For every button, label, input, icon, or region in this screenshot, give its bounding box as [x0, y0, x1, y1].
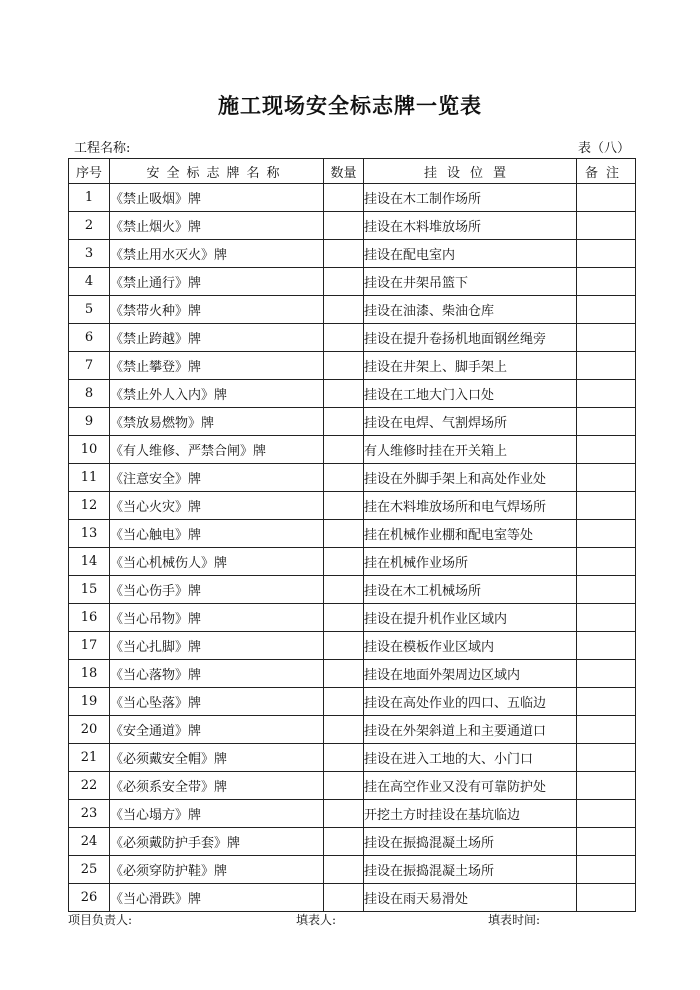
- cell-sign-name: 《当心落物》牌: [110, 660, 324, 688]
- cell-no: 14: [69, 548, 110, 576]
- cell-quantity: [324, 744, 364, 772]
- table-row: [69, 828, 636, 856]
- cell-quantity: [324, 604, 364, 632]
- table-row: [69, 380, 636, 408]
- cell-note: [577, 576, 636, 604]
- date-label: 填表时间:: [488, 913, 541, 927]
- table-row: [69, 800, 636, 828]
- cell-quantity: [324, 240, 364, 268]
- cell-sign-name: 《当心伤手》牌: [110, 576, 324, 604]
- cell-no: 7: [69, 352, 110, 380]
- cell-location: 挂设在振捣混凝土场所: [364, 856, 577, 884]
- cell-no: 1: [69, 184, 110, 212]
- cell-note: [577, 352, 636, 380]
- cell-location: 挂设在木工制作场所: [364, 184, 577, 212]
- col-header-qty: 数量: [324, 159, 364, 184]
- cell-sign-name: 《禁带火种》牌: [110, 296, 324, 324]
- cell-no: 19: [69, 688, 110, 716]
- cell-sign-name: 《当心机械伤人》牌: [110, 548, 324, 576]
- cell-location: 挂设在地面外架周边区域内: [364, 660, 577, 688]
- cell-location: 挂设在木工机械场所: [364, 576, 577, 604]
- cell-note: [577, 296, 636, 324]
- cell-location: 挂设在进入工地的大、小门口: [364, 744, 577, 772]
- table-row: [69, 688, 636, 716]
- table-row: [69, 520, 636, 548]
- table-row: [69, 576, 636, 604]
- cell-no: 17: [69, 632, 110, 660]
- cell-quantity: [324, 184, 364, 212]
- cell-sign-name: 《当心触电》牌: [110, 520, 324, 548]
- cell-note: [577, 716, 636, 744]
- table-row: [69, 408, 636, 436]
- cell-no: 6: [69, 324, 110, 352]
- cell-quantity: [324, 492, 364, 520]
- cell-note: [577, 856, 636, 884]
- cell-no: 8: [69, 380, 110, 408]
- cell-quantity: [324, 380, 364, 408]
- cell-quantity: [324, 464, 364, 492]
- cell-note: [577, 464, 636, 492]
- cell-sign-name: 《当心吊物》牌: [110, 604, 324, 632]
- cell-quantity: [324, 296, 364, 324]
- cell-no: 18: [69, 660, 110, 688]
- col-header-no: 序号: [69, 159, 110, 184]
- cell-sign-name: 《注意安全》牌: [110, 464, 324, 492]
- table-header-row: [69, 159, 636, 184]
- cell-no: 16: [69, 604, 110, 632]
- cell-no: 5: [69, 296, 110, 324]
- cell-no: 20: [69, 716, 110, 744]
- cell-location: 挂设在木料堆放场所: [364, 212, 577, 240]
- cell-no: 26: [69, 884, 110, 912]
- cell-no: 11: [69, 464, 110, 492]
- cell-location: 挂设在振捣混凝土场所: [364, 828, 577, 856]
- cell-note: [577, 632, 636, 660]
- cell-note: [577, 772, 636, 800]
- cell-no: 21: [69, 744, 110, 772]
- cell-no: 9: [69, 408, 110, 436]
- cell-quantity: [324, 520, 364, 548]
- page-title: 施工现场安全标志牌一览表: [218, 94, 482, 118]
- col-header-name: 安全标志牌名称: [110, 159, 324, 184]
- cell-location: 挂在高空作业又没有可靠防护处: [364, 772, 577, 800]
- table-row: [69, 296, 636, 324]
- cell-location: 挂设在外架斜道上和主要通道口: [364, 716, 577, 744]
- cell-note: [577, 492, 636, 520]
- table-row: [69, 212, 636, 240]
- cell-location: 挂设在工地大门入口处: [364, 380, 577, 408]
- cell-quantity: [324, 408, 364, 436]
- table-row: [69, 324, 636, 352]
- table-row: [69, 856, 636, 884]
- cell-sign-name: 《安全通道》牌: [110, 716, 324, 744]
- cell-quantity: [324, 660, 364, 688]
- col-header-note: 备注: [577, 159, 636, 184]
- cell-quantity: [324, 576, 364, 604]
- cell-location: 挂设在井架吊篮下: [364, 268, 577, 296]
- cell-note: [577, 324, 636, 352]
- cell-sign-name: 《必须戴防护手套》牌: [110, 828, 324, 856]
- cell-quantity: [324, 884, 364, 912]
- cell-quantity: [324, 268, 364, 296]
- cell-sign-name: 《禁止吸烟》牌: [110, 184, 324, 212]
- cell-note: [577, 240, 636, 268]
- cell-sign-name: 《当心火灾》牌: [110, 492, 324, 520]
- cell-sign-name: 《必须戴安全帽》牌: [110, 744, 324, 772]
- cell-sign-name: 《禁止攀登》牌: [110, 352, 324, 380]
- cell-sign-name: 《禁止跨越》牌: [110, 324, 324, 352]
- cell-sign-name: 《禁止通行》牌: [110, 268, 324, 296]
- cell-quantity: [324, 716, 364, 744]
- cell-location: 挂设在雨天易滑处: [364, 884, 577, 912]
- cell-note: [577, 268, 636, 296]
- cell-no: 4: [69, 268, 110, 296]
- table-row: [69, 660, 636, 688]
- cell-location: 挂设在提升卷扬机地面钢丝绳旁: [364, 324, 577, 352]
- cell-sign-name: 《当心塌方》牌: [110, 800, 324, 828]
- cell-no: 24: [69, 828, 110, 856]
- cell-location: 挂设在外脚手架上和高处作业处: [364, 464, 577, 492]
- cell-sign-name: 《禁放易燃物》牌: [110, 408, 324, 436]
- table-id: 表（八）: [577, 141, 630, 156]
- cell-no: 3: [69, 240, 110, 268]
- cell-location: 挂设在模板作业区域内: [364, 632, 577, 660]
- cell-quantity: [324, 352, 364, 380]
- cell-note: [577, 688, 636, 716]
- cell-note: [577, 408, 636, 436]
- cell-location: 挂设在提升机作业区域内: [364, 604, 577, 632]
- cell-note: [577, 660, 636, 688]
- cell-location: 挂设在井架上、脚手架上: [364, 352, 577, 380]
- manager-label: 项目负责人:: [68, 913, 133, 927]
- cell-location: 挂在机械作业棚和配电室等处: [364, 520, 577, 548]
- cell-quantity: [324, 436, 364, 464]
- cell-no: 22: [69, 772, 110, 800]
- cell-quantity: [324, 548, 364, 576]
- table-row: [69, 548, 636, 576]
- cell-sign-name: 《禁止外人入内》牌: [110, 380, 324, 408]
- table-row: [69, 744, 636, 772]
- cell-sign-name: 《当心坠落》牌: [110, 688, 324, 716]
- table-row: [69, 436, 636, 464]
- cell-note: [577, 380, 636, 408]
- cell-note: [577, 184, 636, 212]
- project-name-label: 工程名称:: [74, 141, 131, 156]
- cell-sign-name: 《当心扎脚》牌: [110, 632, 324, 660]
- table-row: [69, 604, 636, 632]
- cell-sign-name: 《必须系安全带》牌: [110, 772, 324, 800]
- cell-no: 13: [69, 520, 110, 548]
- table-row: [69, 492, 636, 520]
- table-row: [69, 184, 636, 212]
- cell-no: 15: [69, 576, 110, 604]
- cell-quantity: [324, 772, 364, 800]
- table-row: [69, 716, 636, 744]
- cell-note: [577, 212, 636, 240]
- table-row: [69, 352, 636, 380]
- form-footer: [68, 911, 628, 929]
- cell-sign-name: 《必须穿防护鞋》牌: [110, 856, 324, 884]
- table-row: [69, 240, 636, 268]
- cell-note: [577, 548, 636, 576]
- cell-location: 开挖土方时挂设在基坑临边: [364, 800, 577, 828]
- cell-note: [577, 884, 636, 912]
- cell-location: 挂设在油漆、柴油仓库: [364, 296, 577, 324]
- cell-note: [577, 800, 636, 828]
- cell-no: 10: [69, 436, 110, 464]
- table-row: [69, 884, 636, 912]
- cell-quantity: [324, 800, 364, 828]
- table-row: [69, 464, 636, 492]
- cell-quantity: [324, 212, 364, 240]
- cell-location: 挂在木料堆放场所和电气焊场所: [364, 492, 577, 520]
- cell-no: 12: [69, 492, 110, 520]
- cell-sign-name: 《禁止用水灭火》牌: [110, 240, 324, 268]
- cell-quantity: [324, 688, 364, 716]
- cell-sign-name: 《当心滑跌》牌: [110, 884, 324, 912]
- cell-quantity: [324, 632, 364, 660]
- cell-location: 有人维修时挂在开关箱上: [364, 436, 577, 464]
- document-meta: [74, 137, 630, 157]
- cell-sign-name: 《有人维修、严禁合闸》牌: [110, 436, 324, 464]
- cell-sign-name: 《禁止烟火》牌: [110, 212, 324, 240]
- col-header-location: 挂设位置: [364, 159, 577, 184]
- cell-no: 25: [69, 856, 110, 884]
- table-row: [69, 268, 636, 296]
- cell-note: [577, 828, 636, 856]
- cell-quantity: [324, 324, 364, 352]
- cell-no: 2: [69, 212, 110, 240]
- cell-note: [577, 436, 636, 464]
- cell-location: 挂设在电焊、气割焊场所: [364, 408, 577, 436]
- cell-quantity: [324, 856, 364, 884]
- safety-sign-table: [68, 158, 636, 912]
- cell-note: [577, 604, 636, 632]
- cell-note: [577, 744, 636, 772]
- filler-label: 填表人:: [296, 913, 337, 927]
- cell-note: [577, 520, 636, 548]
- table-row: [69, 632, 636, 660]
- cell-location: 挂设在配电室内: [364, 240, 577, 268]
- table-row: [69, 772, 636, 800]
- cell-no: 23: [69, 800, 110, 828]
- cell-location: 挂在机械作业场所: [364, 548, 577, 576]
- cell-location: 挂设在高处作业的四口、五临边: [364, 688, 577, 716]
- cell-quantity: [324, 828, 364, 856]
